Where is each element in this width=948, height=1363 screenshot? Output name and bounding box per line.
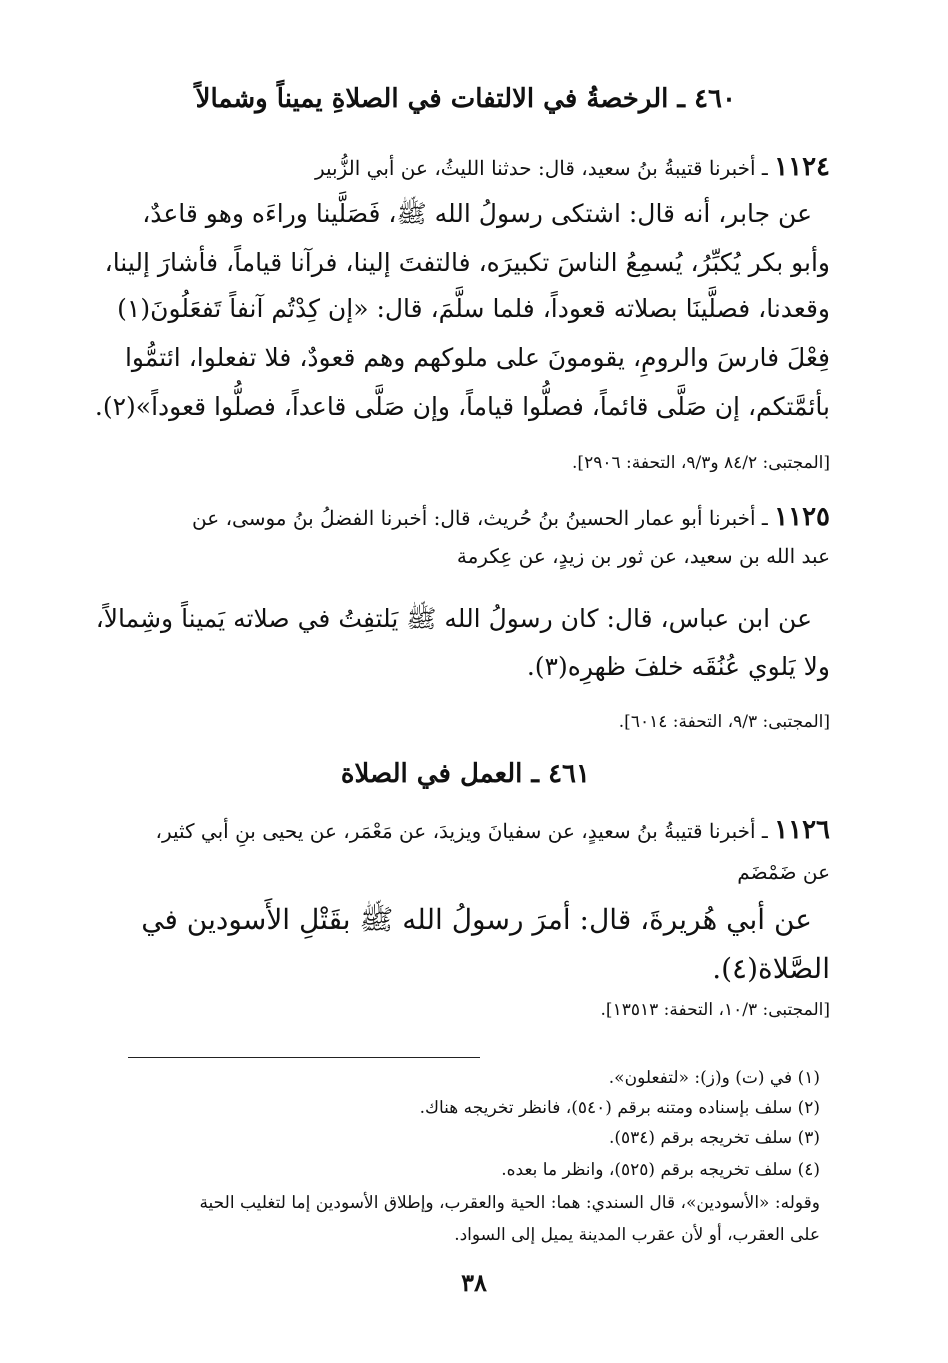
isnad-line: عبد الله بن سعيد، عن ثور بن زيدٍ، عن عِكرمة [456, 544, 830, 568]
hadith-1126-isnad [155, 815, 830, 845]
takhrij-reference: [المجتبى: ٨٤/٢ و٩/٣، التحفة: ٢٩٠٦]. [572, 453, 830, 473]
isnad-line: عن ضَمْضَم [737, 860, 830, 884]
isnad-text: ـ أخبرنا قتيبةُ بنُ سعيدٍ، عن سفيانَ ويزيدَ، عن مَعْمَر، عن يحيى بنِ أبي كثير، [155, 819, 775, 843]
isnad-text: ـ أخبرنا أبو عمار الحسينُ بنُ حُريث، قال: أخبرنا الفضلُ بنُ موسى، عن [192, 506, 775, 530]
page-number: ٣٨ [461, 1268, 487, 1297]
takhrij-reference: [المجتبى: ١٠/٣، التحفة: ١٣٥١٣]. [600, 1000, 830, 1020]
matn-line: ولا يَلوي عُنُقَه خلفَ ظهرِه(٣). [526, 652, 830, 681]
matn-line: عن أبي هُريرةَ، قال: أمرَ رسولُ الله ﷺ بقَتْلِ الأَسودين في [141, 903, 812, 936]
footnote: (٣) سلف تخريجه برقم (٥٣٤). [608, 1128, 820, 1148]
isnad-text: ـ أخبرنا قتيبةُ بنُ سعيد، قال: حدثنا الليثُ، عن أبي الزُّبير [314, 156, 775, 180]
chapter-heading-460: ٤٦٠ ـ الرخصةُ في الالتفات في الصلاةِ يميناً وشمالاً [195, 84, 736, 114]
footnote: وقوله: «الأسودين»، قال السندي: هما: الحية والعقرب، وإطلاق الأسودين إما لتغليب الحية [199, 1193, 820, 1213]
matn-line: وقعدنا، فصلَّينَا بصلاته قعوداً، فلما سلَّمَ، قال: «إن كِدْتُم آنفاً تَفعَلُونَ(١) [117, 294, 830, 323]
matn-line: وأبو بكر يُكبِّرُ، يُسمِعُ الناسَ تكبيرَه، فالتفتَ إلينا، فرآنا قياماً، فأشارَ إلينا، [104, 248, 830, 277]
chapter-heading-461: ٤٦١ ـ العمل في الصلاة [340, 759, 590, 789]
hadith-number: ١١٢٥ [774, 502, 830, 532]
footnote: (٢) سلف بإسناده ومتنه برقم (٥٤٠)، فانظر تخريجه هناك. [419, 1098, 820, 1118]
hadith-number: ١١٢٦ [774, 815, 830, 845]
footnote: (١) في (ت) و(ز): «لتفعلون». [608, 1068, 820, 1088]
matn-line: عن ابن عباس، قال: كان رسولُ الله ﷺ يَلتفِتُ في صلاته يَميناً وشِمالاً، [95, 604, 812, 633]
hadith-1124-isnad [315, 152, 830, 182]
hadith-1125-isnad [192, 502, 830, 532]
takhrij-reference: [المجتبى: ٩/٣، التحفة: ٦٠١٤]. [618, 712, 830, 732]
footnote: (٤) سلف تخريجه برقم (٥٢٥)، وانظر ما بعده. [501, 1160, 820, 1180]
footnote-separator [128, 1057, 480, 1058]
matn-line: بأئمَّتكم، إن صَلَّى قائماً، فصلُّوا قياماً، وإن صَلَّى قاعداً، فصلُّوا قعوداً»(٢). [94, 392, 830, 421]
matn-line: الصَّلاة(٤). [712, 952, 830, 985]
matn-line: فِعْلَ فارسَ والرومِ، يقومونَ على ملوكهم وهم قعودٌ، فلا تفعلوا، ائتمُّوا [124, 343, 830, 372]
hadith-number: ١١٢٤ [774, 152, 830, 182]
matn-line: عن جابر، أنه قال: اشتكى رسولُ الله ﷺ، فَصَلَّينا وراءَه وهو قاعدٌ، [142, 199, 812, 228]
footnote: على العقرب، أو لأن عقرب المدينة يميل إلى السواد. [454, 1225, 820, 1245]
